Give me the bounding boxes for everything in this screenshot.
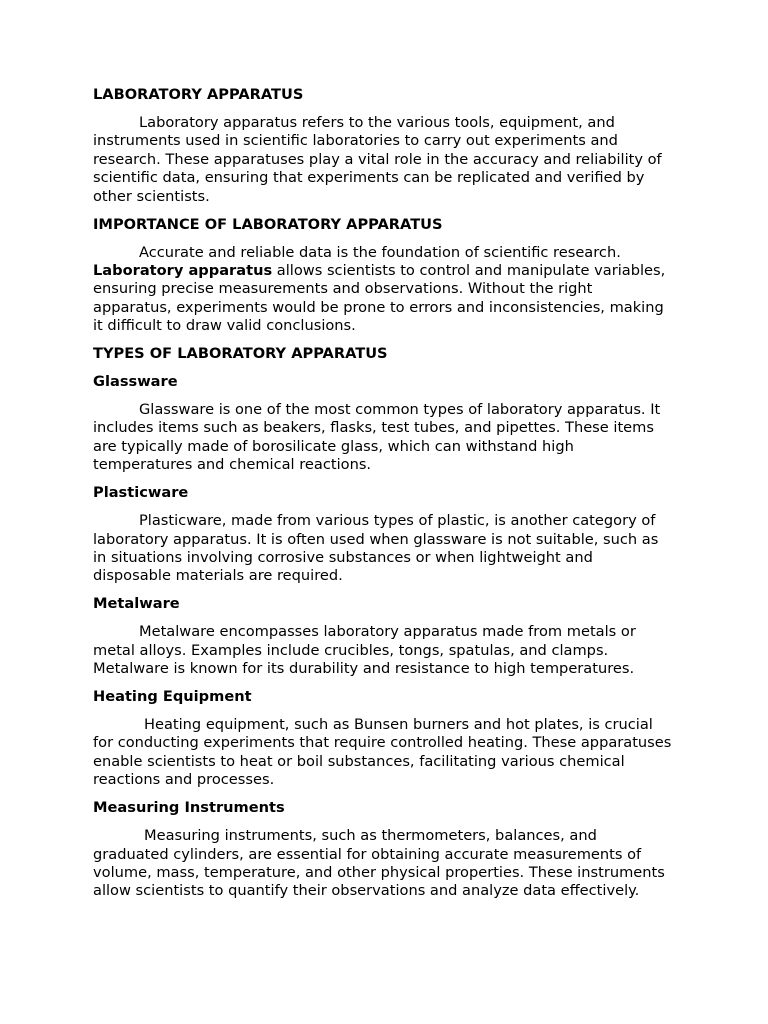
section-heading-heating-equipment: Heating Equipment — [93, 688, 252, 706]
importance-text-before: Accurate and reliable data is the foundation of scientific research. — [139, 243, 621, 261]
importance-text-after: allows scientists to control and manipulate variables, ensuring precise measurements and observations. Without the right apparatus, experiments would be prone to errors and inconsistencies, making it difficult to draw valid conclusions. — [93, 261, 666, 335]
section-heading-metalware: Metalware — [93, 595, 180, 613]
intro-paragraph: Laboratory apparatus refers to the various tools, equipment, and instruments used in scientific laboratories to carry out experiments and research. These apparatuses play a vital role in the accuracy and reliability of scientific data, ensuring that experiments can be replicated and verified by other scientists. — [93, 114, 662, 205]
importance-paragraph — [93, 244, 673, 336]
section-paragraph-glassware: Glassware is one of the most common types of laboratory apparatus. It includes items such as beakers, flasks, test tubes, and pipettes. These items are typically made of borosilicate glass, which can withstand high temperatures and chemical reactions. — [93, 401, 661, 474]
document-page — [93, 86, 673, 910]
importance-heading: IMPORTANCE OF LABORATORY APPARATUS — [93, 215, 443, 233]
document-title: LABORATORY APPARATUS — [93, 86, 304, 103]
section-paragraph-measuring-instruments: Measuring instruments, such as thermometers, balances, and graduated cylinders, are essential for obtaining accurate measurements of volume, mass, temperature, and other physical properties. These instruments allow scientists to quantify their observations and analyze data effectively. — [93, 827, 665, 900]
section-heading-plasticware: Plasticware — [93, 484, 189, 502]
section-heading-glassware: Glassware — [93, 373, 178, 391]
importance-bold-term: Laboratory apparatus — [93, 261, 273, 279]
section-paragraph-heating-equipment: Heating equipment, such as Bunsen burners and hot plates, is crucial for conducting experiments that require controlled heating. These apparatuses enable scientists to heat or boil substances, facilitating various chemical reactions and processes. — [93, 716, 672, 789]
types-heading: TYPES OF LABORATORY APPARATUS — [93, 345, 388, 363]
section-paragraph-metalware: Metalware encompasses laboratory apparatus made from metals or metal alloys. Examples include crucibles, tongs, spatulas, and clamps. Metalware is known for its durability and resistance to high temperatures. — [93, 623, 636, 678]
section-paragraph-plasticware: Plasticware, made from various types of plastic, is another category of laboratory apparatus. It is often used when glassware is not suitable, such as in situations involving corrosive substances or when lightweight and disposable materials are required. — [93, 512, 659, 585]
section-heading-measuring-instruments: Measuring Instruments — [93, 799, 285, 817]
